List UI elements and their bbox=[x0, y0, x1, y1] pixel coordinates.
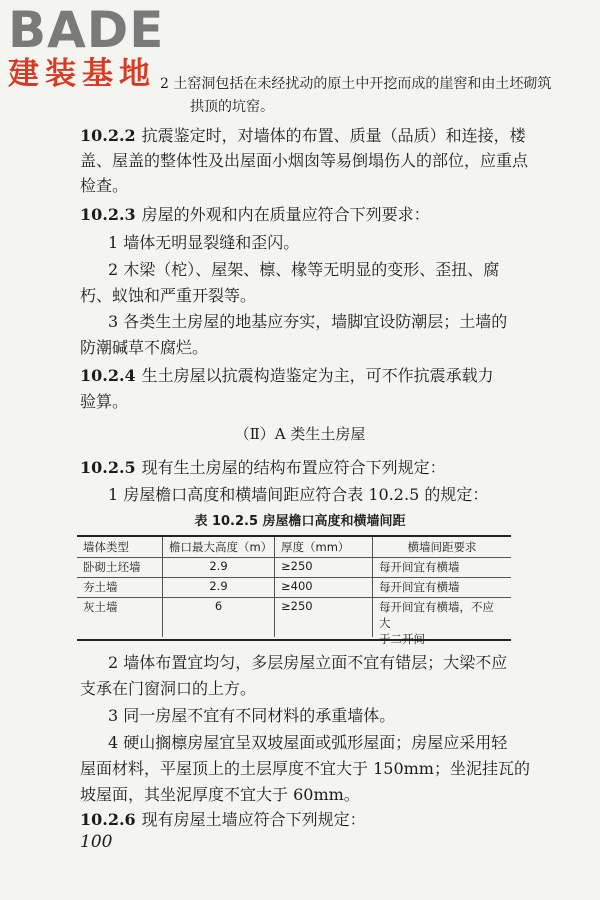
table-cell: 每开间宜有横墙，不应大 于二开间 bbox=[379, 600, 494, 646]
table-header-cell: 横墙间距要求 bbox=[407, 540, 477, 554]
eave-height-table bbox=[77, 535, 511, 646]
clause-10-2-2-line-3: 检查。 bbox=[80, 176, 129, 195]
clause-10-2-6: 10.2.6 现有房屋土墙应符合下列规定： bbox=[80, 810, 366, 829]
logo-chinese: 建装基地 bbox=[8, 56, 156, 92]
clause-10-2-5-item-2-line-2: 支承在门窗洞口的上方。 bbox=[80, 679, 257, 698]
table-row bbox=[77, 557, 511, 578]
table-cell: 卧砌土坯墙 bbox=[77, 557, 163, 577]
table-cell: 6 bbox=[163, 597, 275, 637]
table-header-cell: 厚度（mm） bbox=[275, 537, 373, 557]
clause-10-2-3-item-3-line-1: 3 各类生土房屋的地基应夯实，墙脚宜设防潮层；土墙的 bbox=[108, 312, 508, 331]
table-cell: 2.9 bbox=[163, 557, 275, 577]
table-header-row bbox=[77, 537, 511, 558]
clause-10-2-2-line-2: 盖、屋盖的整体性及出屋面小烟囱等易倒塌伤人的部位，应重点 bbox=[80, 151, 529, 170]
clause-10-2-5: 10.2.5 现有生土房屋的结构布置应符合下列规定： bbox=[80, 458, 446, 477]
clause-10-2-3-item-2-line-1: 2 木梁（柁）、屋架、檩、椽等无明显的变形、歪扭、腐 bbox=[108, 260, 500, 279]
clause-10-2-3-item-2-line-2: 朽、蚁蚀和严重开裂等。 bbox=[80, 286, 257, 305]
clause-10-2-5-item-3: 3 同一房屋不宜有不同材料的承重墙体。 bbox=[108, 706, 396, 725]
clause-10-2-3-item-3-line-2: 防潮碱草不腐烂。 bbox=[80, 338, 209, 357]
table-header-cell: 墙体类型 bbox=[77, 537, 163, 557]
table-cell: 2.9 bbox=[163, 577, 275, 597]
clause-10-2-5-item-1: 1 房屋檐口高度和横墙间距应符合表 10.2.5 的规定： bbox=[108, 485, 489, 504]
clause-10-2-5-item-4-line-3: 坡屋面，其坐泥厚度不宜大于 60mm。 bbox=[80, 785, 360, 804]
table-cell: 夯土墙 bbox=[77, 577, 163, 597]
table-cell: ≥400 bbox=[275, 577, 373, 597]
clause-10-2-5-item-4-line-2: 屋面材料，平屋顶上的土层厚度不宜大于 150mm；坐泥挂瓦的 bbox=[80, 759, 530, 778]
logo-wordmark: BADE bbox=[8, 1, 165, 59]
table-cell: 每开间宜有横墙 bbox=[379, 560, 460, 574]
clause-10-2-5-item-4-line-1: 4 硬山搁檩房屋宜呈双坡屋面或弧形屋面；房屋应采用轻 bbox=[108, 733, 508, 752]
page-number: 100 bbox=[80, 832, 113, 852]
header-note-line-2: 拱顶的坑窑。 bbox=[190, 99, 274, 115]
table-caption: 表 10.2.5 房屋檐口高度和横墙间距 bbox=[194, 514, 406, 529]
clause-10-2-3-item-1: 1 墙体无明显裂缝和歪闪。 bbox=[108, 233, 300, 252]
header-note-line-1: 2 土窑洞包括在未经扰动的原土中开挖而成的崖窖和由土坯砌筑 bbox=[160, 76, 552, 92]
table-row bbox=[77, 577, 511, 598]
subheading-class-a: （Ⅱ）A 类生土房屋 bbox=[234, 425, 366, 443]
table-cell: 灰土墙 bbox=[77, 597, 163, 637]
table-header-cell: 檐口最大高度（m） bbox=[163, 537, 275, 557]
clause-10-2-3: 10.2.3 房屋的外观和内在质量应符合下列要求： bbox=[80, 205, 430, 224]
table-cell: ≥250 bbox=[275, 557, 373, 577]
table-row bbox=[77, 597, 511, 646]
clause-10-2-5-item-2-line-1: 2 墙体布置宜均匀，多层房屋立面不宜有错层；大梁不应 bbox=[108, 653, 508, 672]
clause-10-2-2-line-1: 10.2.2 抗震鉴定时，对墙体的布置、质量（品质）和连接，楼 bbox=[80, 126, 526, 145]
table-cell: 每开间宜有横墙 bbox=[379, 580, 460, 594]
bade-logo bbox=[8, 1, 183, 96]
clause-10-2-4-line-2: 验算。 bbox=[80, 392, 129, 411]
table-cell: ≥250 bbox=[275, 597, 373, 637]
clause-10-2-4-line-1: 10.2.4 生土房屋以抗震构造鉴定为主，可不作抗震承载力 bbox=[80, 366, 494, 385]
